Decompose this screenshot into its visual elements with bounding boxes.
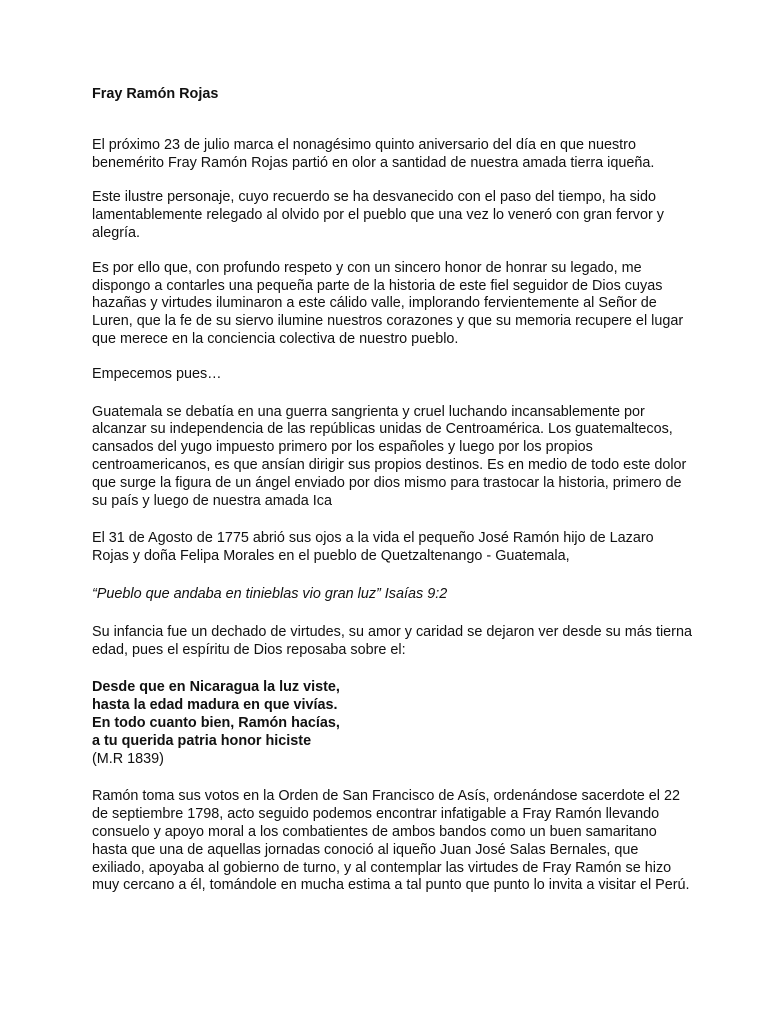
paragraph-birth: El 31 de Agosto de 1775 abrió sus ojos a la vida el pequeño José Ramón hijo de Lazaro Rojas y doña Felipa Morales en el pueblo de Quetzaltenango - Guatemala, [92,530,654,565]
bible-quote: “Pueblo que andaba en tinieblas vio gran luz” Isaías 9:2 [92,585,448,602]
document-page [92,86,692,912]
paragraph-begin: Empecemos pues… [92,365,222,382]
poem-block [92,679,692,768]
paragraph-vows: Ramón toma sus votos en la Orden de San Francisco de Asís, ordenándose sacerdote el 22 de septiembre 1798, acto seguido podemos encontrar infatigable a Fray Ramón llevando consuelo y apoyo moral a los combatientes de ambos bandos como un buen samaritano hasta que una de aquellas jornadas conoció al iqueño Juan José Salas Bernales, que exiliado, apoyaba al gobierno de turno, y al contemplar las virtudes de Fray Ramón se hizo muy cercano a él, tomándole en mucha estima a tal punto que punto lo invita a visitar el Perú. [92,788,690,894]
paragraph-forgotten: Este ilustre personaje, cuyo recuerdo se ha desvanecido con el paso del tiempo, ha sido lamentablemente relegado al olvido por el pueblo que una vez lo veneró con gran fervor y alegría. [92,189,664,241]
poem-line: a tu querida patria honor hiciste [92,732,312,749]
poem-line: En todo cuanto bien, Ramón hacías, [92,714,340,731]
poem-citation: (M.R 1839) [92,750,164,767]
document-title: Fray Ramón Rojas [92,86,219,102]
paragraph-anniversary: El próximo 23 de julio marca el nonagésimo quinto aniversario del día en que nuestro benemérito Fray Ramón Rojas partió en olor a santidad de nuestra amada tierra iqueña. [92,136,655,171]
paragraph-purpose: Es por ello que, con profundo respeto y con un sincero honor de honrar su legado, me dispongo a contarles una pequeña parte de la historia de este fiel seguidor de Dios cuyas hazañas y virtudes iluminaron a este cálido valle, implorando fervientemente al Señor de Luren, que la fe de su siervo ilumine nuestros corazones y que su memoria recupere el lugar que merece en la conciencia colectiva de nuestro pueblo. [92,259,684,347]
paragraph-guatemala: Guatemala se debatía en una guerra sangrienta y cruel luchando incansablemente por alcanzar su independencia de las repúblicas unidas de Centroamérica. Los guatemaltecos, cansados del yugo impuesto primero por los españoles y luego por los propios centroamericanos, es que ansían dirigir sus propios destinos. Es en medio de todo este dolor que surge la figura de un ángel enviado por dios mismo para trastocar la historia, primero de su país y luego de nuestra amada Ica [92,403,687,509]
paragraph-childhood: Su infancia fue un dechado de virtudes, su amor y caridad se dejaron ver desde su más tierna edad, pues el espíritu de Dios reposaba sobre el: [92,623,692,658]
poem-line: hasta la edad madura en que vivías. [92,697,338,714]
poem-line: Desde que en Nicaragua la luz viste, [92,679,340,696]
